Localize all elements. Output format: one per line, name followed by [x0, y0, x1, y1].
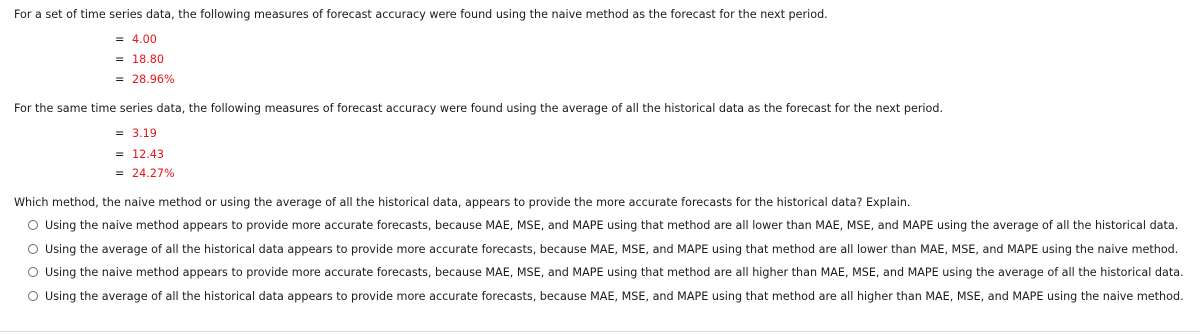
option-label: Using the naive method appears to provide more accurate forecasts, because MAE, MSE, and MAPE using that method are all higher than MAE, MSE, and MAPE using the average of all the historical data.: [45, 266, 1184, 279]
radio-button[interactable]: [28, 244, 38, 254]
naive-mse-value: 18.80: [132, 53, 165, 66]
equals-sign: =: [115, 148, 125, 161]
option-label: Using the average of all the historical data appears to provide more accurate forecasts, because MAE, MSE, and MAPE using that method are all higher than MAE, MSE, and MAPE using the naive method.: [45, 290, 1184, 303]
equals-sign: =: [115, 53, 125, 66]
intro-naive-text: For a set of time series data, the following measures of forecast accuracy were found using the naive method as the forecast for the next period.: [14, 8, 828, 21]
question-text: Which method, the naive method or using the average of all the historical data, appears to provide the more accurate forecasts for the historical data? Explain.: [14, 196, 911, 209]
average-mse-row: [0, 148, 300, 164]
equals-sign: =: [115, 33, 125, 46]
average-mae-value: 3.19: [132, 127, 157, 140]
option-label: Using the average of all the historical data appears to provide more accurate forecasts, because MAE, MSE, and MAPE using that method are all lower than MAE, MSE, and MAPE using the naive method.: [45, 243, 1179, 256]
naive-mae-row: [0, 33, 300, 49]
radio-button[interactable]: [28, 267, 38, 277]
radio-button[interactable]: [28, 220, 38, 230]
average-mae-row: [0, 127, 300, 143]
bottom-divider: [0, 331, 1200, 332]
average-mape-row: [0, 167, 300, 183]
equals-sign: =: [115, 73, 125, 86]
equals-sign: =: [115, 127, 125, 140]
equals-sign: =: [115, 167, 125, 180]
naive-mape-value: 28.96%: [132, 73, 175, 86]
intro-average-text: For the same time series data, the following measures of forecast accuracy were found using the average of all the historical data as the forecast for the next period.: [14, 102, 944, 115]
average-mape-value: 24.27%: [132, 167, 175, 180]
average-mse-value: 12.43: [132, 148, 165, 161]
option-label: Using the naive method appears to provide more accurate forecasts, because MAE, MSE, and MAPE using that method are all lower than MAE, MSE, and MAPE using the average of all the historical data.: [45, 219, 1179, 232]
naive-mae-value: 4.00: [132, 33, 157, 46]
naive-mape-row: [0, 73, 300, 89]
radio-button[interactable]: [28, 291, 38, 301]
naive-mse-row: [0, 53, 300, 69]
